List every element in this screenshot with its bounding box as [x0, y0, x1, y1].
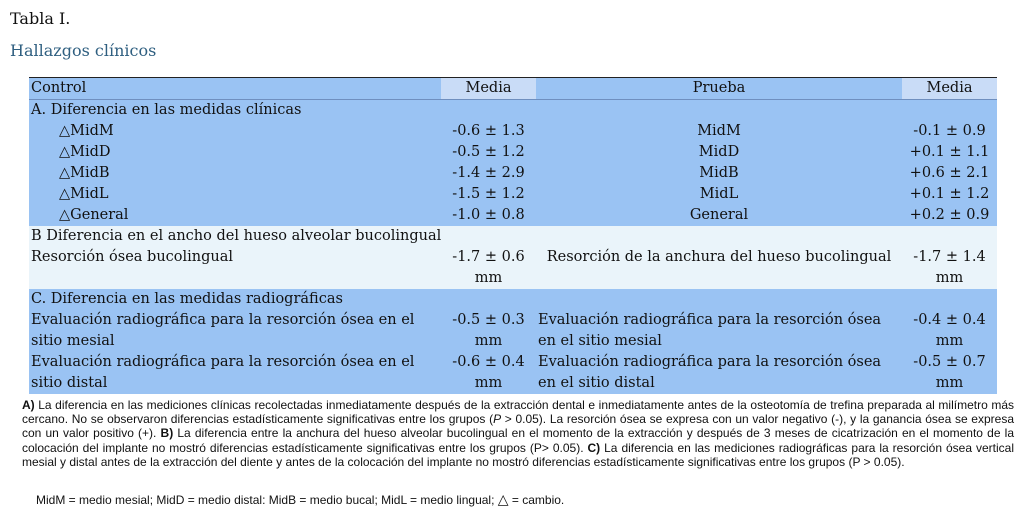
section-b-title: B Diferencia en el ancho del hueso alveolar bucolingual: [29, 226, 997, 247]
footnote-a-text-2: > 0.05). La resorción ósea se expresa con un valor negativo (-), y la ganancia ósea se expresa con un valor positivo (+).: [22, 412, 1014, 441]
media-unit: mm: [474, 375, 503, 391]
table-row: [29, 121, 997, 142]
legend-abbreviations: MidM = medio mesial; MidD = medio distal: MidB = medio bucal; MidL = medio lingual;: [36, 493, 495, 507]
section-c-title: C. Diferencia en las medidas radiográficas: [29, 289, 997, 310]
media-control-cell: -0.6 ± 1.3: [441, 121, 536, 142]
prueba-cell: Evaluación radiográfica para la resorción ósea en el sitio mesial: [536, 310, 902, 352]
media-value: -0.4 ± 0.4: [913, 312, 986, 328]
media-value: -1.7 ± 1.4: [913, 249, 986, 265]
media-prueba-cell: [902, 310, 997, 352]
prueba-cell: MidD: [536, 142, 902, 163]
legend-cambio: = cambio.: [508, 493, 565, 507]
media-unit: mm: [935, 375, 964, 391]
media-control-cell: [441, 352, 536, 394]
control-cell: △MidL: [29, 184, 441, 205]
media-prueba-cell: -0.1 ± 0.9: [902, 121, 997, 142]
footnote-c-label: C): [587, 440, 601, 455]
media-control-cell: -0.5 ± 1.2: [441, 142, 536, 163]
prueba-cell: MidB: [536, 163, 902, 184]
section-b-title-row: [29, 226, 997, 247]
media-unit: mm: [935, 333, 964, 349]
footnote-b-label: B): [160, 426, 174, 441]
media-control-cell: -1.5 ± 1.2: [441, 184, 536, 205]
section-c-title-row: [29, 289, 997, 310]
table-row: [29, 163, 997, 184]
section-a-title: A. Diferencia en las medidas clínicas: [29, 100, 997, 122]
prueba-cell: MidM: [536, 121, 902, 142]
control-cell: Resorción ósea bucolingual: [29, 247, 441, 289]
clinical-findings-table: [29, 77, 997, 394]
media-value: -0.6 ± 0.4: [452, 354, 525, 370]
media-prueba-cell: +0.2 ± 0.9: [902, 205, 997, 226]
control-cell: △MidB: [29, 163, 441, 184]
table-label: Tabla I.: [10, 9, 71, 28]
media-control-cell: -1.4 ± 2.9: [441, 163, 536, 184]
table-row: [29, 352, 997, 394]
footnote-a-label: A): [22, 398, 35, 412]
footnote-p-symbol: P: [493, 412, 502, 427]
header-control: Control: [29, 78, 441, 100]
prueba-cell: Evaluación radiográfica para la resorción ósea en el sitio distal: [536, 352, 902, 394]
prueba-cell: MidL: [536, 184, 902, 205]
media-control-cell: -1.0 ± 0.8: [441, 205, 536, 226]
media-unit: mm: [474, 270, 503, 286]
control-cell: △MidM: [29, 121, 441, 142]
table-title: Hallazgos clínicos: [10, 41, 157, 60]
table-row: [29, 142, 997, 163]
control-cell: △MidD: [29, 142, 441, 163]
media-control-cell: [441, 310, 536, 352]
media-value: -1.7 ± 0.6: [452, 249, 525, 265]
media-prueba-cell: [902, 352, 997, 394]
media-prueba-cell: +0.6 ± 2.1: [902, 163, 997, 184]
media-value: -0.5 ± 0.3: [452, 312, 525, 328]
media-unit: mm: [935, 270, 964, 286]
media-control-cell: [441, 247, 536, 289]
media-prueba-cell: +0.1 ± 1.2: [902, 184, 997, 205]
prueba-cell: General: [536, 205, 902, 226]
media-value: -0.5 ± 0.7: [913, 354, 986, 370]
table-row: [29, 310, 997, 352]
table-header-row: [29, 78, 997, 100]
control-cell: Evaluación radiográfica para la resorción ósea en el sitio distal: [29, 352, 441, 394]
abbreviation-legend: [36, 491, 564, 508]
header-prueba: Prueba: [536, 78, 902, 100]
control-cell: △General: [29, 205, 441, 226]
section-a-title-row: [29, 100, 997, 122]
header-media-control: Media: [441, 78, 536, 100]
table-row: [29, 205, 997, 226]
control-cell: Evaluación radiográfica para la resorción ósea en el sitio mesial: [29, 310, 441, 352]
table-row: [29, 184, 997, 205]
footnote-a-text-1: La diferencia en las mediciones clínicas recolectadas inmediatamente después de la extracción dental e inmediatamente antes de la osteotomía de trefina preparada al milímetro más cercano. No se observaron diferencias estadísticamente significativas entre los grupos (: [22, 398, 1014, 427]
table-row: [29, 247, 997, 289]
header-media-prueba: Media: [902, 78, 997, 100]
table-footnote: [22, 398, 1014, 469]
footnote-c-text: La diferencia en las mediciones radiográficas para la resorción ósea vertical mesial y distal antes de la extracción del diente y antes de la colocación del implante no mostró diferencias estadísticamente significativas entre los grupos (P > 0.05).: [22, 440, 1014, 469]
footnote-b-text: La diferencia entre la anchura del hueso alveolar bucolingual en el momento de la extracción y después de 3 meses de cicatrización en el momento de la colocación del implante no mostró diferencias estadísticamente significativas entre los grupos (P> 0.05).: [22, 426, 1014, 455]
media-prueba-cell: +0.1 ± 1.1: [902, 142, 997, 163]
delta-icon: △: [497, 491, 509, 507]
media-unit: mm: [474, 333, 503, 349]
prueba-cell: Resorción de la anchura del hueso bucolingual: [536, 247, 902, 289]
media-prueba-cell: [902, 247, 997, 289]
